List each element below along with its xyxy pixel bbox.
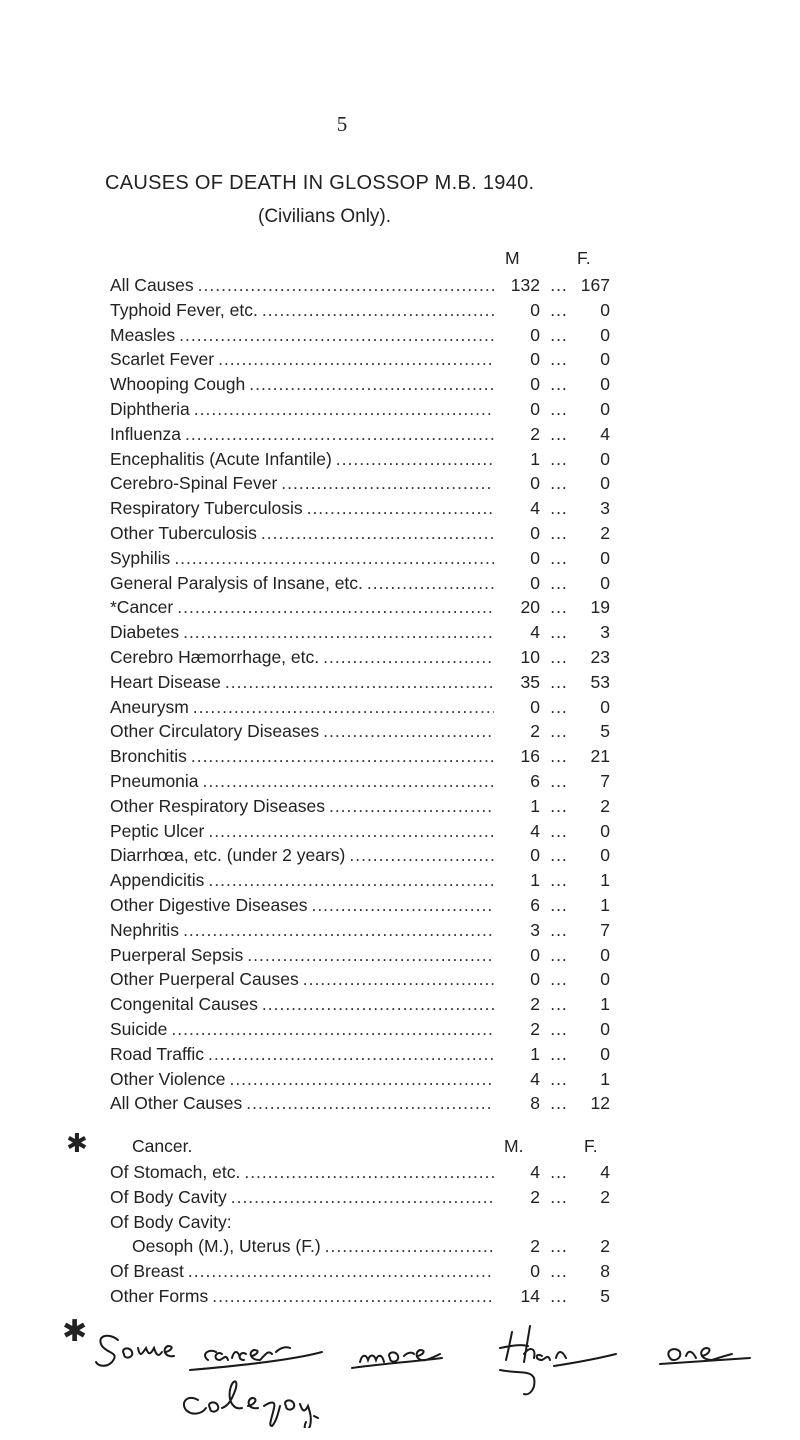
column-separator: ... (550, 746, 568, 767)
row-label: Respiratory Tuberculosis (110, 498, 303, 519)
female-count: 4 (600, 423, 610, 444)
column-separator: ... (550, 423, 568, 444)
leader-dots (323, 721, 494, 742)
female-count: 0 (600, 944, 610, 965)
female-count: 3 (600, 498, 610, 519)
leader-dots (246, 1093, 494, 1114)
column-separator: ... (550, 622, 568, 643)
male-count: 4 (530, 820, 540, 841)
leader-dots (262, 300, 494, 321)
leader-dots (171, 1019, 494, 1040)
leader-dots (194, 399, 494, 420)
row-label: Scarlet Fever (110, 349, 215, 370)
leader-dots (307, 498, 494, 519)
male-count: 0 (530, 696, 540, 717)
male-count: 0 (530, 374, 540, 395)
female-count: 0 (600, 349, 610, 370)
row-label: Appendicitis (110, 870, 205, 891)
column-separator: ... (550, 795, 568, 816)
column-separator: ... (550, 770, 568, 791)
table-row (110, 374, 610, 399)
row-label: Other Digestive Diseases (110, 894, 308, 915)
table-row (110, 1069, 610, 1094)
male-count: 0 (530, 969, 540, 990)
male-count: 1 (530, 1043, 540, 1064)
row-label: Pneumonia (110, 770, 199, 791)
female-count: 0 (600, 547, 610, 568)
column-separator: ... (550, 919, 568, 940)
leader-dots (191, 746, 494, 767)
table-row (110, 1236, 610, 1261)
handwriting-word-some (96, 1336, 174, 1366)
male-count: 6 (530, 770, 540, 791)
leader-dots (244, 1162, 494, 1183)
male-count: 6 (530, 894, 540, 915)
row-label: Peptic Ulcer (110, 820, 205, 841)
table-row (110, 771, 610, 796)
male-count: 0 (530, 845, 540, 866)
table-row (110, 523, 610, 548)
row-label: Of Body Cavity: (110, 1211, 232, 1232)
female-count: 0 (600, 299, 610, 320)
column-separator: ... (550, 324, 568, 345)
leader-dots (188, 1261, 494, 1282)
female-count: 0 (600, 398, 610, 419)
leader-dots (249, 374, 494, 395)
female-count: 0 (600, 473, 610, 494)
row-label: Diphtheria (110, 398, 190, 419)
female-count: 1 (600, 894, 610, 915)
column-separator: ... (550, 1068, 568, 1089)
leader-dots (325, 1236, 494, 1257)
row-label: Cerebro Hæmorrhage, etc. (110, 646, 320, 667)
female-count: 12 (590, 1093, 610, 1114)
row-label: All Other Causes (110, 1093, 243, 1114)
table-row (110, 1286, 610, 1311)
row-label: Bronchitis (110, 746, 187, 767)
leader-dots (208, 1044, 494, 1065)
table-row (110, 969, 610, 994)
male-count: 4 (530, 1068, 540, 1089)
male-count: 4 (530, 622, 540, 643)
female-count: 5 (600, 1285, 610, 1306)
male-count: 2 (530, 721, 540, 742)
row-label: *Cancer (110, 597, 174, 618)
female-count: 8 (600, 1261, 610, 1282)
female-count: 0 (600, 820, 610, 841)
table-row (110, 1019, 610, 1044)
column-separator: ... (550, 994, 568, 1015)
handwriting-word-cancer (190, 1347, 322, 1370)
column-separator: ... (550, 597, 568, 618)
leader-dots (367, 573, 494, 594)
male-count: 2 (530, 1186, 540, 1207)
leader-dots (212, 1286, 494, 1307)
female-count: 0 (600, 324, 610, 345)
cancer-col-m-header: M. (504, 1136, 524, 1156)
table-row (110, 424, 610, 449)
female-count: 19 (590, 597, 610, 618)
leader-dots (193, 697, 494, 718)
male-count: 3 (530, 919, 540, 940)
leader-dots (185, 424, 494, 445)
male-count: 8 (530, 1093, 540, 1114)
table-row (110, 399, 610, 424)
leader-dots (311, 895, 494, 916)
female-count: 1 (600, 994, 610, 1015)
leader-dots (208, 870, 494, 891)
column-separator: ... (550, 969, 568, 990)
leader-dots (281, 473, 494, 494)
leader-dots (177, 597, 494, 618)
leader-dots (183, 622, 494, 643)
male-count: 4 (530, 498, 540, 519)
table-row (110, 449, 610, 474)
female-count: 2 (600, 1186, 610, 1207)
male-count: 16 (520, 746, 540, 767)
leader-dots (203, 771, 494, 792)
female-count: 0 (600, 1043, 610, 1064)
column-separator: ... (550, 671, 568, 692)
column-separator: ... (550, 1236, 568, 1257)
page-number: 5 (336, 112, 348, 136)
row-label: Other Circulatory Diseases (110, 721, 320, 742)
female-count: 7 (600, 770, 610, 791)
table-row (110, 1093, 610, 1118)
female-count: 2 (600, 795, 610, 816)
column-separator: ... (550, 572, 568, 593)
female-count: 0 (600, 448, 610, 469)
row-label: Congenital Causes (110, 994, 258, 1015)
leader-dots (323, 647, 494, 668)
column-separator: ... (550, 820, 568, 841)
male-count: 4 (530, 1162, 540, 1182)
male-count: 0 (530, 349, 540, 370)
leader-dots (303, 969, 494, 990)
female-count: 0 (600, 845, 610, 866)
male-count: 20 (520, 597, 540, 618)
row-label: Diarrhœa, etc. (under 2 years) (110, 845, 346, 866)
row-label: Measles (110, 324, 176, 345)
column-separator: ... (550, 1186, 568, 1207)
table-row (110, 697, 610, 722)
male-count: 0 (530, 473, 540, 494)
female-count: 3 (600, 622, 610, 643)
column-separator: ... (550, 1285, 568, 1306)
female-count: 0 (600, 572, 610, 593)
male-count: 1 (530, 870, 540, 891)
row-label: Nephritis (110, 919, 180, 940)
female-count: 1 (600, 870, 610, 891)
column-separator: ... (550, 522, 568, 543)
table-row (110, 821, 610, 846)
female-count: 167 (580, 275, 610, 295)
cancer-marker-icon: ✱ (66, 1129, 88, 1159)
row-label: Cerebro-Spinal Fever (110, 473, 278, 494)
table-row (110, 1261, 610, 1286)
leader-dots (231, 1187, 494, 1208)
table-row (110, 275, 610, 300)
table-row (110, 746, 610, 771)
handwriting-word-one (660, 1348, 750, 1364)
female-count: 23 (590, 646, 610, 667)
row-label: General Paralysis of Insane, etc. (110, 572, 363, 593)
handwriting-word-than (500, 1326, 616, 1394)
female-count: 53 (590, 671, 610, 692)
row-label: Encephalitis (Acute Infantile) (110, 448, 332, 469)
female-count: 4 (600, 1162, 610, 1182)
column-separator: ... (550, 1018, 568, 1039)
female-count: 2 (600, 522, 610, 543)
column-separator: ... (550, 349, 568, 370)
leader-dots (336, 449, 494, 470)
column-separator: ... (550, 398, 568, 419)
handwriting-word-category (184, 1381, 318, 1428)
female-count: 7 (600, 919, 610, 940)
leader-dots (198, 275, 494, 296)
row-label: Other Forms (110, 1285, 209, 1306)
cancer-table (110, 1162, 610, 1311)
male-count: 2 (530, 1018, 540, 1039)
column-separator: ... (550, 1093, 568, 1114)
male-count: 2 (530, 994, 540, 1015)
column-separator: ... (550, 1162, 568, 1182)
column-separator: ... (550, 696, 568, 717)
leader-dots (174, 548, 494, 569)
page-subtitle: (Civilians Only). (258, 206, 392, 227)
column-separator: ... (550, 944, 568, 965)
leader-dots (183, 920, 494, 941)
table-row (110, 721, 610, 746)
leader-dots (179, 325, 494, 346)
handwriting-word-more (352, 1350, 442, 1368)
female-count: 0 (600, 696, 610, 717)
table-row (110, 573, 610, 598)
table-row (110, 1044, 610, 1069)
column-separator: ... (550, 845, 568, 866)
column-separator: ... (550, 473, 568, 494)
column-separator: ... (550, 547, 568, 568)
handwritten-marker-icon: ✱ (62, 1314, 88, 1349)
column-separator: ... (550, 870, 568, 891)
cancer-heading: Cancer. (132, 1136, 193, 1156)
table-row (110, 647, 610, 672)
table-row (110, 945, 610, 970)
female-count: 0 (600, 1018, 610, 1039)
main-col-f-header: F. (577, 248, 591, 268)
cancer-col-f-header: F. (584, 1136, 598, 1156)
female-count: 21 (590, 746, 610, 767)
male-count: 35 (520, 671, 540, 692)
table-row (110, 498, 610, 523)
column-separator: ... (550, 275, 568, 295)
table-row (110, 994, 610, 1019)
female-count: 5 (600, 721, 610, 742)
row-label: Other Puerperal Causes (110, 969, 299, 990)
female-count: 0 (600, 374, 610, 395)
row-label: Road Traffic (110, 1043, 205, 1064)
male-count: 1 (530, 448, 540, 469)
table-row (110, 1212, 610, 1237)
row-label: Syphilis (110, 547, 171, 568)
male-count: 0 (530, 398, 540, 419)
row-label: Aneurysm (110, 696, 189, 717)
column-separator: ... (550, 1261, 568, 1282)
table-row (110, 895, 610, 920)
male-count: 0 (530, 572, 540, 593)
table-row (110, 870, 610, 895)
row-label: Diabetes (110, 622, 180, 643)
row-label: Influenza (110, 423, 182, 444)
female-count: 0 (600, 969, 610, 990)
row-label: Other Tuberculosis (110, 522, 257, 543)
leader-dots (208, 821, 494, 842)
table-row (110, 325, 610, 350)
male-count: 0 (530, 944, 540, 965)
row-label: Heart Disease (110, 671, 221, 692)
male-count: 0 (530, 1261, 540, 1282)
row-label: Other Respiratory Diseases (110, 795, 325, 816)
handwritten-note (60, 1318, 760, 1428)
causes-table (110, 275, 610, 1118)
row-label: Whooping Cough (110, 374, 246, 395)
male-count: 0 (530, 299, 540, 320)
table-row (110, 1162, 610, 1187)
leader-dots (218, 349, 494, 370)
table-row (110, 845, 610, 870)
male-count: 0 (530, 522, 540, 543)
column-separator: ... (550, 1043, 568, 1064)
column-separator: ... (550, 498, 568, 519)
row-label: Of Breast (110, 1261, 184, 1282)
row-label: Oesoph (M.), Uterus (F.) (132, 1236, 321, 1257)
male-count: 1 (530, 795, 540, 816)
row-label: Of Body Cavity (110, 1186, 227, 1207)
table-row (110, 473, 610, 498)
column-separator: ... (550, 646, 568, 667)
column-separator: ... (550, 894, 568, 915)
table-row (110, 796, 610, 821)
leader-dots (262, 994, 494, 1015)
male-count: 132 (510, 275, 540, 295)
column-separator: ... (550, 721, 568, 742)
row-label: Puerperal Sepsis (110, 944, 244, 965)
table-row (110, 548, 610, 573)
leader-dots (247, 945, 494, 966)
male-count: 14 (520, 1285, 540, 1306)
row-label: Of Stomach, etc. (110, 1162, 241, 1182)
table-row (110, 672, 610, 697)
column-separator: ... (550, 299, 568, 320)
main-col-m-header: M (505, 248, 520, 268)
table-row (110, 597, 610, 622)
page-title: CAUSES OF DEATH IN GLOSSOP M.B. 1940. (105, 172, 535, 194)
column-separator: ... (550, 448, 568, 469)
table-row (110, 349, 610, 374)
column-separator: ... (550, 374, 568, 395)
row-label: Suicide (110, 1018, 168, 1039)
female-count: 1 (600, 1068, 610, 1089)
male-count: 2 (530, 1236, 540, 1257)
leader-dots (229, 1069, 494, 1090)
male-count: 0 (530, 547, 540, 568)
female-count: 2 (600, 1236, 610, 1257)
leader-dots (225, 672, 494, 693)
table-row (110, 622, 610, 647)
male-count: 0 (530, 324, 540, 345)
row-label: Other Violence (110, 1068, 226, 1089)
table-row (110, 920, 610, 945)
row-label: Typhoid Fever, etc. (110, 299, 258, 320)
male-count: 2 (530, 423, 540, 444)
male-count: 10 (520, 646, 540, 667)
leader-dots (329, 796, 494, 817)
table-row (110, 300, 610, 325)
table-row (110, 1187, 610, 1212)
row-label: All Causes (110, 275, 194, 295)
leader-dots (261, 523, 494, 544)
leader-dots (349, 845, 494, 866)
